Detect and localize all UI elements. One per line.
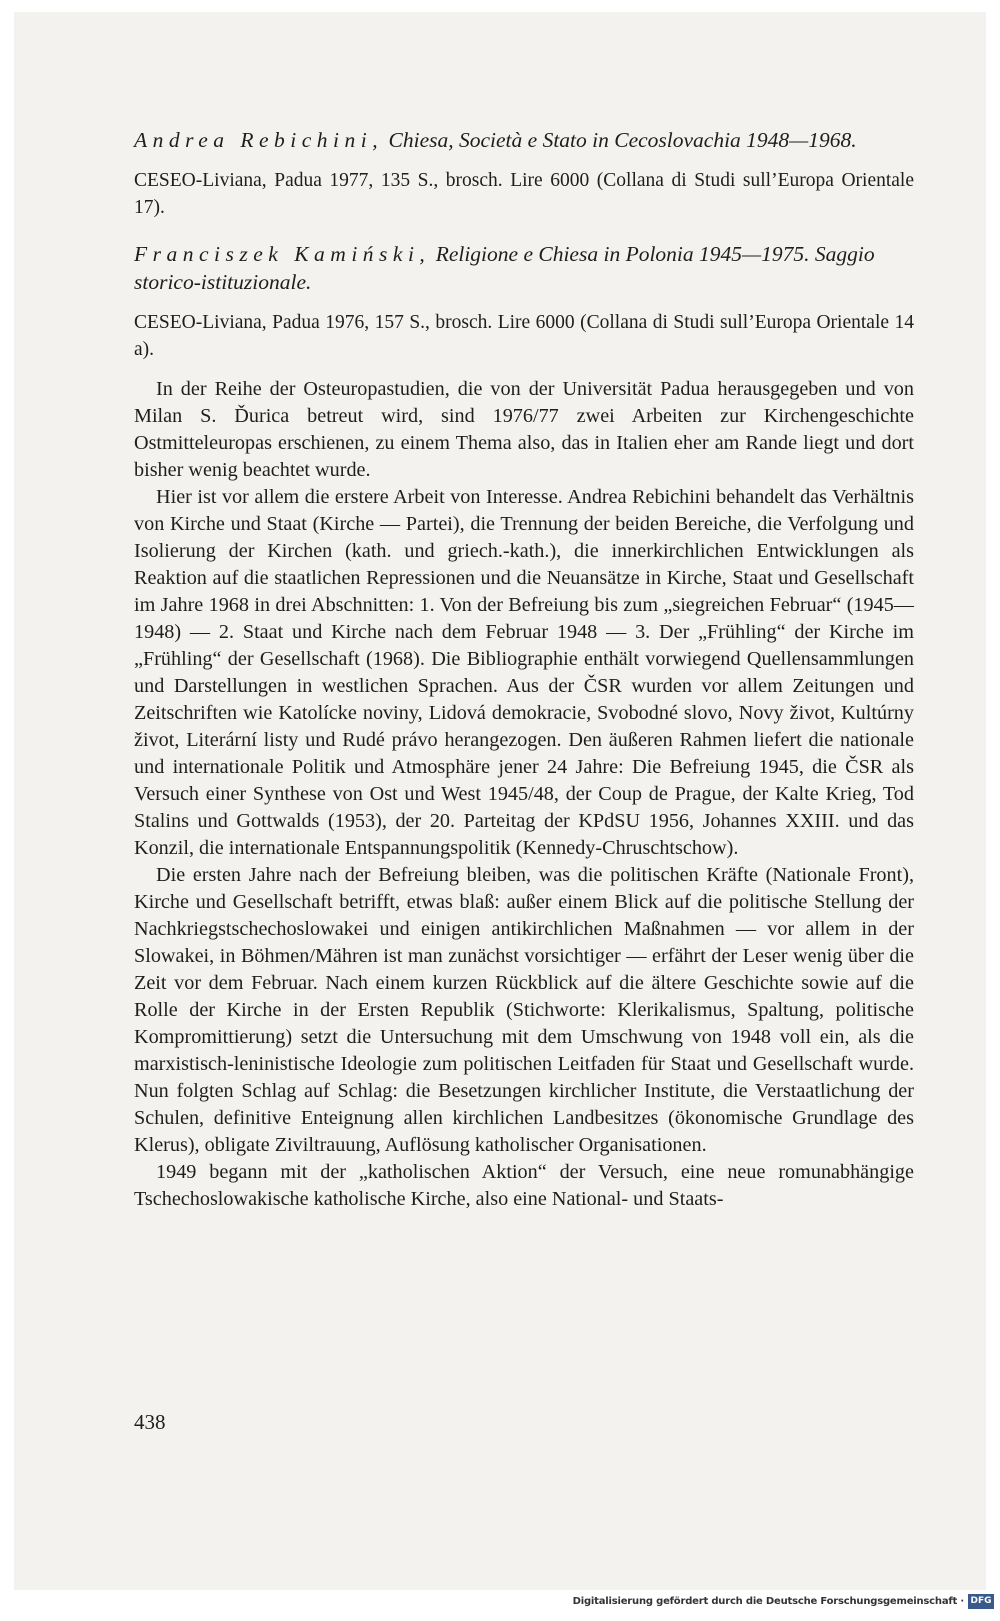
entry-2-publication: CESEO-Liviana, Padua 1976, 157 S., brosch. Lire 6000 (Collana di Studi sull’Europa Orientale 14 a). (134, 312, 914, 360)
scanned-page (14, 12, 986, 1590)
paragraph: Die ersten Jahre nach der Befreiung bleiben, was die politischen Kräfte (Nationale Front), Kirche und Gesellschaft betrifft, etwas blaß: außer einem Blick auf die politische Stellung der Nachkriegstschechoslowakei und einigen antikirchlichen Maßnahmen — vor allem in der Slowakei, in Böhmen/Mähren ist man zunächst vorsichtiger — erfährt der Leser wenig über die Zeit vor dem Februar. Nach einem kurzen Rückblick auf die ältere Geschichte sowie auf die Rolle der Kirche in der Ersten Republik (Stichworte: Klerikalismus, Spaltung, politische Kompromittierung) setzt die Untersuchung mit dem Umschwung von 1948 voll ein, als die marxistisch-leninistische Ideologie zum politischen Leitfaden für Staat und Gesellschaft wurde. Nun folgten Schlag auf Schlag: die Besetzungen kirchlicher Institute, die Verstaatlichung der Schulen, definitive Enteignung allen kirchlichen Landbesitzes (ökonomische Grundlage des Klerus), obligate Ziviltrauung, Auflösung katholischer Organisationen. (134, 864, 914, 1156)
paragraph: 1949 begann mit der „katholischen Aktion“ der Versuch, eine neue romunabhängige Tschechoslowakische katholische Kirche, also eine National- und Staats- (134, 1161, 914, 1210)
entry-1-title: Chiesa, Società e Stato in Cecoslovachia 1948—1968. (388, 128, 857, 152)
entry-2-title: Religione e Chiesa in Polonia 1945—1975. Saggio storico-istituzionale. (134, 242, 875, 294)
review-body (134, 376, 914, 1213)
entry-1-heading (134, 126, 914, 154)
digitization-credit: Digitalisierung gefördert durch die Deutsche Forschungsgemeinschaft · (572, 1596, 964, 1607)
dfg-logo-icon: DFG (968, 1594, 994, 1609)
entry-1-publication: CESEO-Liviana, Padua 1977, 135 S., brosch. Lire 6000 (Collana di Studi sull’Europa Orientale 17). (134, 170, 914, 218)
entry-1-author: Andrea Rebichini, (134, 128, 384, 152)
entry-2-heading (134, 240, 914, 296)
entry-2-author: Franciszek Kamiński, (134, 242, 431, 266)
page-number: 438 (134, 1410, 166, 1434)
paragraph: Hier ist vor allem die erstere Arbeit von Interesse. Andrea Rebichini behandelt das Verhältnis von Kirche und Staat (Kirche — Partei), die Trennung der beiden Bereiche, die Verfolgung und Isolierung der Kirchen (kath. und griech.-kath.), die innerkirchlichen Entwicklungen als Reaktion auf die staatlichen Repressionen und die Neuansätze in Kirche, Staat und Gesellschaft im Jahre 1968 in drei Abschnitten: 1. Von der Befreiung bis zum „siegreichen Februar“ (1945—1948) — 2. Staat und Kirche nach dem Februar 1948 — 3. Der „Frühling“ der Kirche im „Frühling“ der Gesellschaft (1968). Die Bibliographie enthält vorwiegend Quellensammlungen und Darstellungen in westlichen Sprachen. Aus der ČSR wurden vor allem Zeitungen und Zeitschriften wie Katolícke noviny, Lidová demokracie, Svobodné slovo, Novy život, Kultúrny život, Literární listy und Rudé právo herangezogen. Den äußeren Rahmen liefert die nationale und internationale Politik und Atmosphäre jener 24 Jahre: Die Befreiung 1945, die ČSR als Versuch einer Synthese von Ost und West 1945/48, der Coup de Prague, der Kalte Krieg, Tod Stalins und Gottwalds (1953), der 20. Parteitag der KPdSU 1956, Johannes XXIII. und das Konzil, die internationale Entspannungspolitik (Kennedy-Chruschtschow). (134, 486, 914, 859)
paragraph: In der Reihe der Osteuropastudien, die von der Universität Padua herausgegeben und von Milan S. Ďurica betreut wird, sind 1976/77 zwei Arbeiten zur Kirchengeschichte Ostmitteleuropas erschienen, zu einem Thema also, das in Italien eher am Rande liegt und dort bisher wenig beachtet wurde. (134, 378, 914, 481)
